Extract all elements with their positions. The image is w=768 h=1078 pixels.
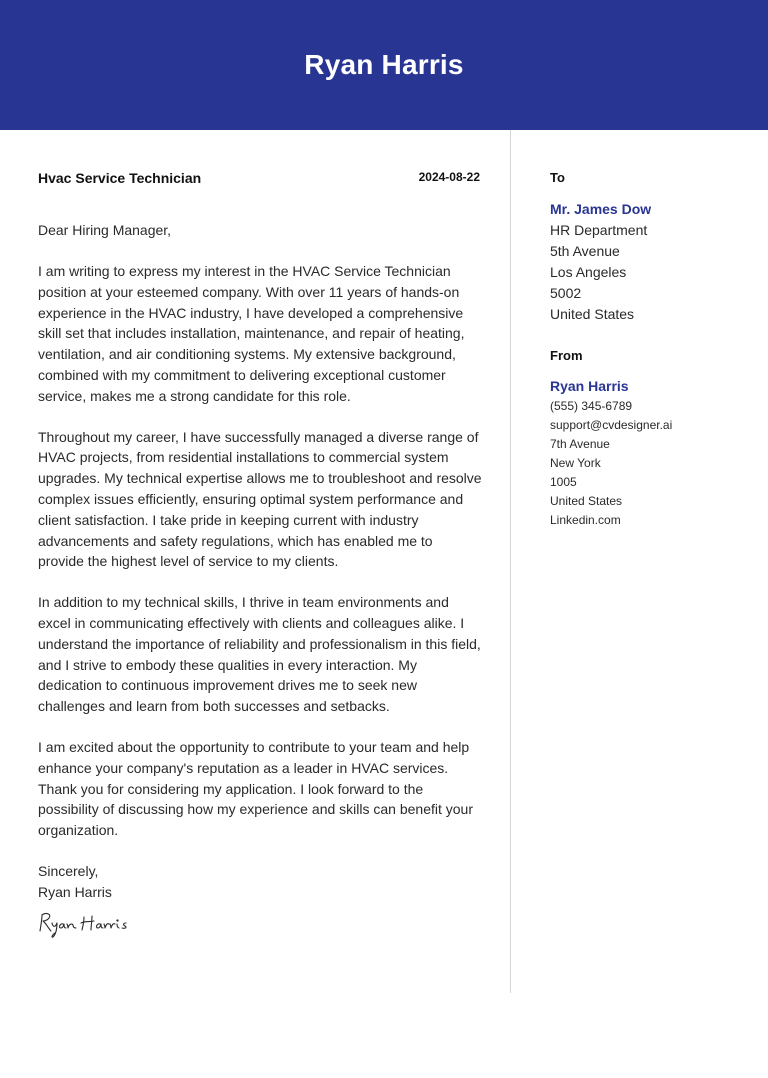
sender-email[interactable]: support@cvdesigner.ai [550,418,673,432]
contact-sidebar [550,169,750,530]
recipient-zip: 5002 [550,285,582,301]
recipient-street: 5th Avenue [550,243,620,259]
paragraph-4: I am excited about the opportunity to contribute to your team and help enhance your company's reputation as a leader in HVAC services. Thank you for considering my application. I look forward to the possibility of discussing how my experience and skills can benefit your organization. [38,738,473,839]
paragraph-3: In addition to my technical skills, I thrive in team environments and excel in communicating effectively with clients and colleagues alike. I understand the importance of reliability and professionalism in this field, and I strive to embody these qualities in every interaction. My dedication to continuous improvement drives me to seek new challenges and learn from both successes and setbacks. [38,594,481,715]
letter-body [38,170,482,939]
closing-phrase: Sincerely, [38,862,99,879]
applicant-name: Ryan Harris [304,49,464,80]
sender-city: New York [550,456,601,470]
header-banner [0,0,768,130]
handwritten-signature [36,909,482,939]
sender-country: United States [550,494,623,508]
closing-block [38,861,482,903]
from-label: From [550,348,583,363]
paragraph-2: Throughout my career, I have successfully managed a diverse range of HVAC projects, from residential installations to commercial system upgrades. My technical expertise allows me to troubleshoot and resolve complex issues efficiently, ensuring optimal system performance and client satisfaction. I take pride in keeping current with industry advancements and safety regulations, which has enabled me to provide the highest level of service to my clients. [38,428,482,570]
job-title: Hvac Service Technician [38,170,202,186]
salutation: Dear Hiring Manager, [38,222,172,238]
recipient-city: Los Angeles [550,264,627,280]
recipient-department: HR Department [550,222,648,238]
sender-name: Ryan Harris [550,378,629,394]
signature-graphic [36,909,146,939]
column-divider [510,130,511,993]
sender-street: 7th Avenue [550,437,610,451]
recipient-name: Mr. James Dow [550,201,652,217]
sender-linkedin[interactable]: Linkedin.com [550,513,621,527]
to-label: To [550,170,565,185]
recipient-country: United States [550,306,635,322]
closing-name: Ryan Harris [38,883,112,900]
letter-date: 2024-08-22 [418,170,480,184]
letter-meta [38,170,482,190]
sender-zip: 1005 [550,475,577,489]
sender-phone: (555) 345-6789 [550,399,633,413]
paragraph-1: I am writing to express my interest in the HVAC Service Technician position at your esteemed company. With over 11 years of hands-on experience in the HVAC industry, I have developed a comprehensive skill set that includes installation, maintenance, and repair of heating, ventilation, and air conditioning systems. My extensive background, combined with my commitment to delivering exceptional customer service, makes me a strong candidate for this role. [38,263,465,404]
